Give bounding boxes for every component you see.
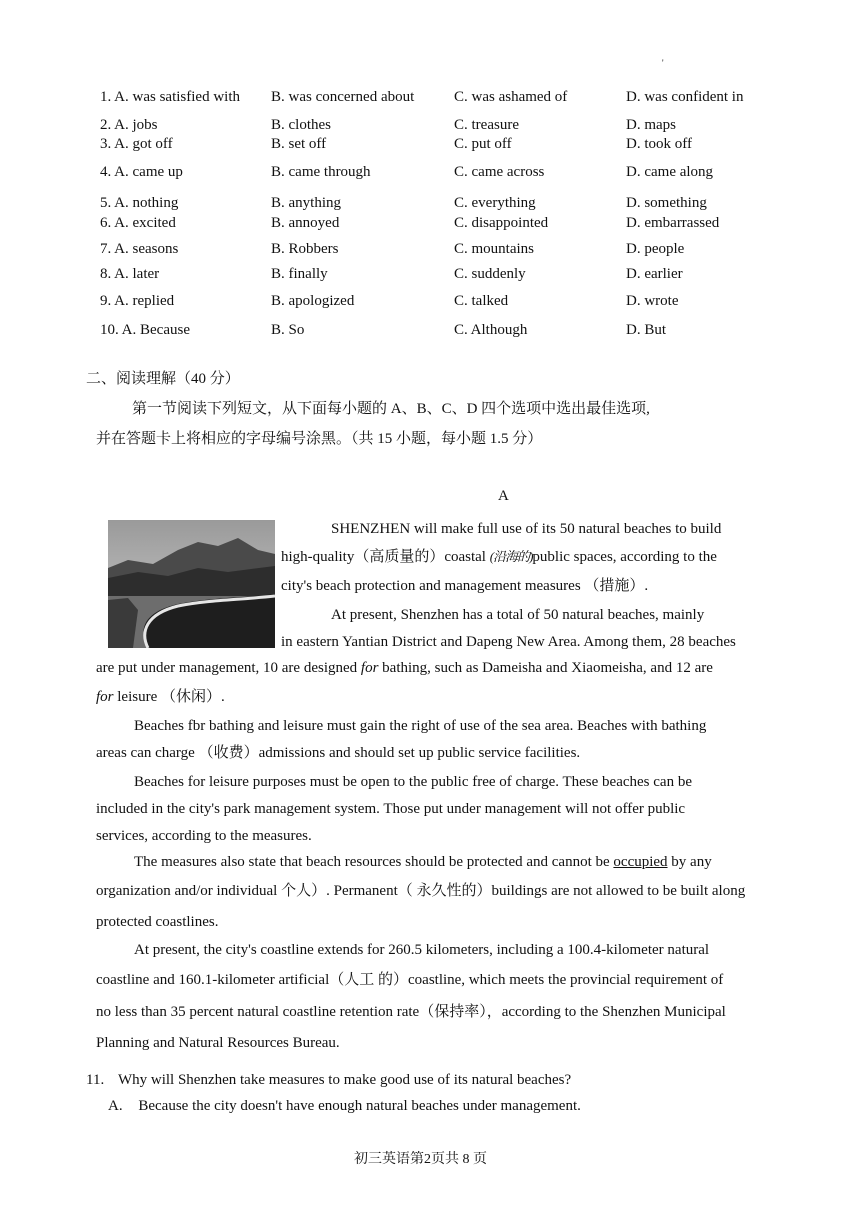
cloze-q1-option-a: 1. A. was satisfied with [100,89,240,105]
top-mark: ' [662,58,664,68]
option-a-text: Because the city doesn't have enough natural beaches under management. [138,1098,581,1114]
para5-line-4: Planning and Natural Resources Bureau. [96,1035,340,1051]
para5-line-1: At present, the city's coastline extends for 260.5 kilometers, including a 100.4-kilometer natural [134,942,710,958]
passage-line-6 [96,659,713,677]
cloze-q10-option-c: C. Although [454,322,528,338]
cloze-q3-option-b: B. set off [271,136,327,152]
para5-line-2: coastline and 160.1-kilometer artificial（人工 的）coastline, which meets the provincial requirement of [96,972,724,988]
cloze-q6-option-b: B. annoyed [271,215,340,231]
passage-line-2-c: public spaces, according to the [532,549,717,565]
cloze-q6-option-a: 6. A. excited [100,215,176,231]
question-11 [86,1071,571,1089]
cloze-q10-option-d: D. But [626,322,667,338]
passage-line-7-b: leisure （休闲）. [117,689,225,705]
cloze-q9-option-c: C. talked [454,293,509,309]
passage-line-3: city's beach protection and management measures （措施）. [281,578,649,594]
question-text: Why will Shenzhen take measures to make good use of its natural beaches? [117,1072,572,1088]
page-footer: 初三英语第2页共 8 页 [354,1152,487,1167]
passage-line-2-b: (沿海的) [489,549,533,564]
para4-line-1-c: by any [671,854,712,870]
cloze-q7-option-a: 7. A. seasons [100,241,179,257]
cloze-q4-option-a: 4. A. came up [100,164,183,180]
passage-line-5: in eastern Yantian District and Dapeng New Area. Among them, 28 beaches [281,634,736,650]
cloze-q2-option-a: 2. A. jobs [100,117,158,133]
cloze-q8-option-d: D. earlier [626,266,683,282]
beach-photo-image [108,520,275,648]
passage-line-4: At present, Shenzhen has a total of 50 natural beaches, mainly [331,607,705,623]
beach-photo [108,520,275,648]
cloze-q2-option-b: B. clothes [271,117,331,133]
cloze-q6-option-d: D. embarrassed [626,215,720,231]
instructions-line-2: 并在答题卡上将相应的字母编号涂黑。（共 15 小题，每小题 1.5 分） [96,431,543,447]
para4-line-2: organization and/or individual 个人）. Permanent（ 永久性的）buildings are not allowed to be built along [96,883,746,899]
cloze-q1-option-c: C. was ashamed of [454,89,568,105]
para4-line-1 [134,853,712,871]
cloze-q9-option-d: D. wrote [626,293,679,309]
passage-line-7 [96,688,225,706]
occupied-underlined-word: occupied [613,854,668,870]
para3-line-3: services, according to the measures. [96,828,312,844]
cloze-q5-option-b: B. anything [271,195,341,211]
cloze-q4-option-d: D. came along [626,164,714,180]
cloze-q8-option-c: C. suddenly [454,266,526,282]
passage-line-6-a: are put under management, 10 are designed [96,660,358,676]
cloze-q2-option-d: D. maps [626,117,676,133]
question-number: 11. [86,1072,105,1088]
para2-line-1: Beaches fbr bathing and leisure must gain the right of use of the sea area. Beaches with bathing [134,718,707,734]
cloze-q5-option-d: D. something [626,195,707,211]
passage-line-1: SHENZHEN will make full use of its 50 natural beaches to build [331,521,722,537]
passage-line-7-a: for [96,689,114,705]
passage-letter: A [498,488,509,504]
cloze-q3-option-c: C. put off [454,136,512,152]
cloze-q9-option-b: B. apologized [271,293,355,309]
cloze-q3-option-d: D. took off [626,136,692,152]
cloze-q3-option-a: 3. A. got off [100,136,173,152]
para2-line-2: areas can charge （收费）admissions and should set up public service facilities. [96,745,581,761]
instructions-line-1: 第一节阅读下列短文，从下面每小题的 A、B、C、D 四个选项中选出最佳选项, [132,401,650,417]
para3-line-1: Beaches for leisure purposes must be open to the public free of charge. These beaches can be [134,774,692,790]
passage-line-6-b: for [360,660,379,676]
cloze-q7-option-b: B. Robbers [271,241,339,257]
section-heading: 二、阅读理解（40 分） [86,371,240,387]
cloze-q10-option-a: 10. A. Because [100,322,190,338]
cloze-q5-option-c: C. everything [454,195,536,211]
cloze-q8-option-b: B. finally [271,266,328,282]
passage-line-6-c: bathing, such as Dameisha and Xiaomeisha, and 12 are [382,660,713,676]
cloze-q10-option-b: B. So [271,322,305,338]
question-11-option-a [108,1097,581,1115]
cloze-q7-option-c: C. mountains [454,241,535,257]
para3-line-2: included in the city's park management system. Those put under management will not offer public [96,801,686,817]
cloze-q8-option-a: 8. A. later [100,266,160,282]
para5-line-3: no less than 35 percent natural coastline retention rate（保持率），according to the Shenzhen Municipal [96,1004,726,1020]
option-a-label: A. [108,1098,123,1114]
cloze-q6-option-c: C. disappointed [454,215,549,231]
passage-line-2 [281,548,717,566]
cloze-q4-option-b: B. came through [271,164,371,180]
cloze-q4-option-c: C. came across [454,164,545,180]
passage-line-2-a: high-quality（高质量的）coastal [281,549,486,565]
cloze-q2-option-c: C. treasure [454,117,519,133]
para4-line-1-a: The measures also state that beach resources should be protected and cannot be [134,854,610,870]
cloze-q9-option-a: 9. A. replied [100,293,175,309]
cloze-q5-option-a: 5. A. nothing [100,195,179,211]
cloze-q7-option-d: D. people [626,241,685,257]
cloze-q1-option-d: D. was confident in [626,89,744,105]
para4-line-3: protected coastlines. [96,914,219,930]
cloze-q1-option-b: B. was concerned about [271,89,415,105]
